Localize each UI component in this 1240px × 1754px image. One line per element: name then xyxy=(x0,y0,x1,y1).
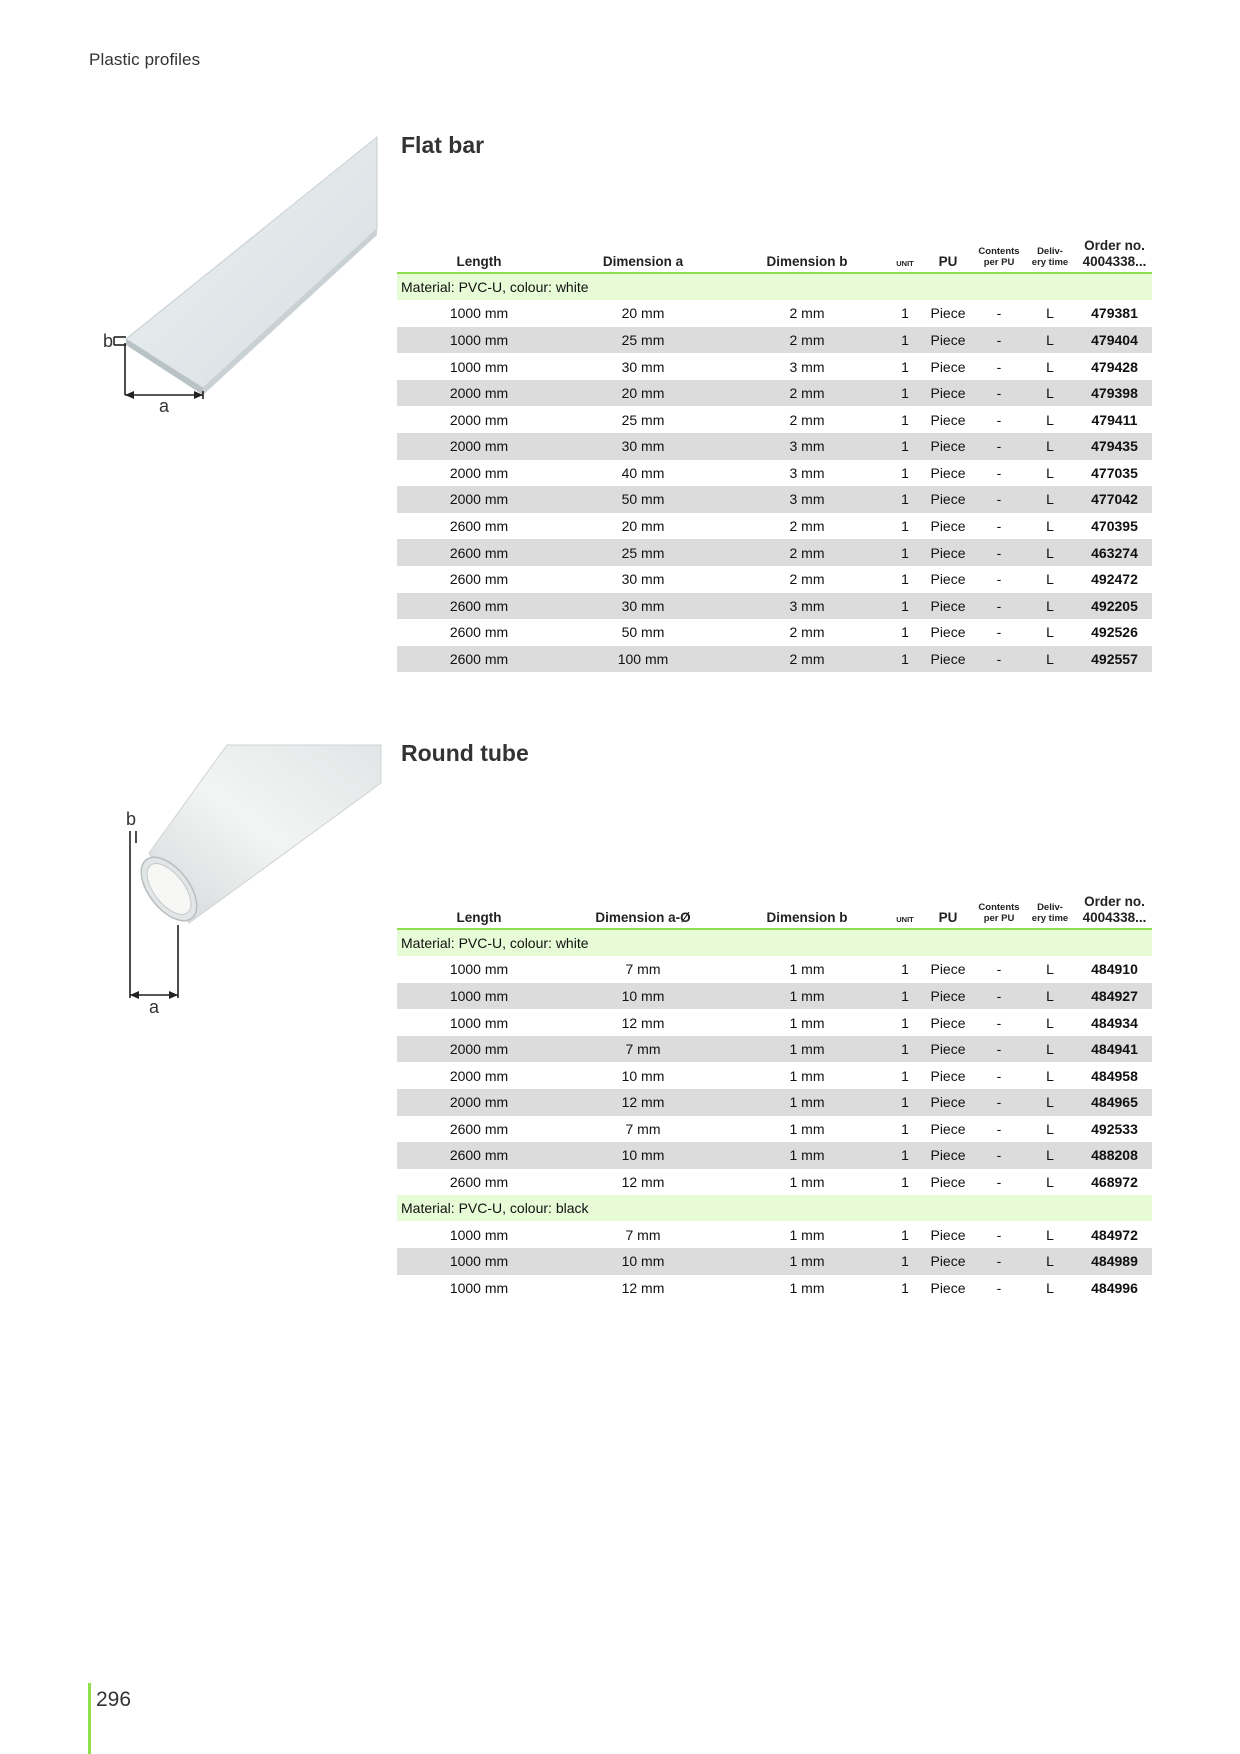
header-pu: PU xyxy=(921,238,975,273)
cell-pu: Piece xyxy=(930,1279,966,1296)
cell-delivery: L xyxy=(1046,464,1054,481)
header-unit: UNIT xyxy=(889,894,921,929)
cell-dim-b: 1 mm xyxy=(789,1120,825,1137)
cell-order: 484958 xyxy=(1091,1067,1138,1084)
cell-dim-a: 30 mm xyxy=(621,571,665,588)
header-order-line1: Order no. xyxy=(1084,238,1145,253)
cell-pu: Piece xyxy=(921,1089,975,1116)
cell-dim-a: 25 mm xyxy=(561,327,725,354)
cell-delivery: L xyxy=(1023,433,1077,460)
flat-bar-table xyxy=(397,238,1152,672)
cell-order: 492205 xyxy=(1077,593,1152,620)
cell-contents: - xyxy=(975,380,1023,407)
cell-contents: - xyxy=(975,486,1023,513)
cell-unit: 1 xyxy=(901,1014,909,1031)
cell-length: 2600 mm xyxy=(449,1120,509,1137)
cell-pu: Piece xyxy=(930,1067,966,1084)
table-row xyxy=(397,380,1152,407)
cell-dim-b: 1 mm xyxy=(725,1248,889,1275)
table-row xyxy=(397,1089,1152,1116)
cell-length: 2600 mm xyxy=(449,518,509,535)
cell-unit: 1 xyxy=(889,646,921,673)
header-contents-line2: per PU xyxy=(983,257,1015,269)
cell-unit: 1 xyxy=(889,486,921,513)
cell-dim-a: 7 mm xyxy=(561,1036,725,1063)
cell-order: 488208 xyxy=(1077,1142,1152,1169)
cell-delivery: L xyxy=(1023,983,1077,1010)
cell-dim-a: 40 mm xyxy=(621,464,665,481)
cell-contents: - xyxy=(975,983,1023,1010)
cell-dim-a: 7 mm xyxy=(625,1226,661,1243)
table-row xyxy=(397,956,1152,983)
cell-length: 2600 mm xyxy=(397,1142,561,1169)
cell-dim-b: 3 mm xyxy=(725,593,889,620)
cell-pu: Piece xyxy=(930,411,966,428)
running-head: Plastic profiles xyxy=(89,50,201,69)
cell-dim-b: 1 mm xyxy=(789,961,825,978)
header-contents-per-pu xyxy=(975,894,1023,929)
cell-dim-b: 1 mm xyxy=(789,1014,825,1031)
cell-length: 1000 mm xyxy=(449,1014,509,1031)
header-delivery-time xyxy=(1023,238,1077,273)
cell-dim-a: 30 mm xyxy=(561,593,725,620)
table-row xyxy=(397,486,1152,513)
cell-length: 2000 mm xyxy=(449,1067,509,1084)
cell-dim-b: 1 mm xyxy=(789,1226,825,1243)
cell-order: 492526 xyxy=(1091,624,1138,641)
cell-unit: 1 xyxy=(901,1174,909,1191)
cell-order: 479428 xyxy=(1091,358,1138,375)
cell-dim-b: 3 mm xyxy=(789,464,825,481)
round-tube-table xyxy=(397,894,1152,1301)
cell-length: 2000 mm xyxy=(397,380,561,407)
cell-unit: 1 xyxy=(901,411,909,428)
cell-contents: - xyxy=(996,305,1002,322)
cell-delivery: L xyxy=(1046,1279,1054,1296)
cell-dim-b: 3 mm xyxy=(789,358,825,375)
cell-order: 479411 xyxy=(1091,411,1138,428)
cell-pu: Piece xyxy=(930,1226,966,1243)
cell-delivery: L xyxy=(1046,358,1054,375)
cell-pu: Piece xyxy=(930,305,966,322)
cell-length: 1000 mm xyxy=(397,327,561,354)
cell-order: 484934 xyxy=(1091,1014,1138,1031)
cell-order: 477042 xyxy=(1077,486,1152,513)
round-tube-label-a: a xyxy=(149,997,160,1017)
cell-dim-a: 12 mm xyxy=(621,1174,665,1191)
table-row xyxy=(397,460,1152,487)
cell-delivery: L xyxy=(1046,1067,1054,1084)
cell-dim-b: 1 mm xyxy=(789,1067,825,1084)
cell-dim-a: 30 mm xyxy=(561,433,725,460)
cell-dim-b: 2 mm xyxy=(789,411,825,428)
table-row xyxy=(397,1036,1152,1063)
cell-pu: Piece xyxy=(921,327,975,354)
cell-contents: - xyxy=(975,593,1023,620)
cell-order: 484972 xyxy=(1091,1226,1138,1243)
table-row xyxy=(397,1142,1152,1169)
table-row xyxy=(397,1062,1152,1089)
cell-unit: 1 xyxy=(889,593,921,620)
round-tube-header-row xyxy=(397,894,1152,929)
cell-dim-a: 12 mm xyxy=(561,1089,725,1116)
cell-dim-a: 12 mm xyxy=(621,1279,665,1296)
cell-pu: Piece xyxy=(921,983,975,1010)
cell-dim-a: 10 mm xyxy=(561,1248,725,1275)
cell-length: 2600 mm xyxy=(449,624,509,641)
footer-accent-bar xyxy=(88,1683,91,1754)
cell-contents: - xyxy=(996,624,1002,641)
cell-contents: - xyxy=(996,1014,1002,1031)
header-delivery-line1: Deliv- xyxy=(1037,246,1063,258)
cell-contents: - xyxy=(975,1248,1023,1275)
cell-unit: 1 xyxy=(889,1089,921,1116)
cell-contents: - xyxy=(975,539,1023,566)
table-row xyxy=(397,1275,1152,1302)
cell-length: 1000 mm xyxy=(449,305,509,322)
cell-unit: 1 xyxy=(889,327,921,354)
cell-contents: - xyxy=(975,646,1023,673)
table-row xyxy=(397,593,1152,620)
cell-dim-b: 1 mm xyxy=(789,1279,825,1296)
cell-unit: 1 xyxy=(889,539,921,566)
cell-length: 2600 mm xyxy=(449,1174,509,1191)
cell-length: 2000 mm xyxy=(397,1089,561,1116)
cell-length: 1000 mm xyxy=(449,1279,509,1296)
flat-bar-label-b: b xyxy=(103,331,114,351)
cell-delivery: L xyxy=(1046,624,1054,641)
cell-dim-a: 12 mm xyxy=(621,1014,665,1031)
flat-bar-figure xyxy=(95,133,385,423)
cell-length: 2600 mm xyxy=(397,593,561,620)
cell-dim-a: 7 mm xyxy=(625,1120,661,1137)
cell-delivery: L xyxy=(1023,646,1077,673)
header-contents-line2: per PU xyxy=(983,913,1015,925)
table-row xyxy=(397,1009,1152,1036)
cell-dim-a: 50 mm xyxy=(561,486,725,513)
cell-delivery: L xyxy=(1023,1036,1077,1063)
table-row xyxy=(397,406,1152,433)
cell-order: 477035 xyxy=(1091,464,1138,481)
round-tube-figure xyxy=(115,743,390,1018)
cell-length: 1000 mm xyxy=(449,358,509,375)
material-label: Material: PVC-U, colour: black xyxy=(397,1195,1152,1221)
cell-delivery: L xyxy=(1046,305,1054,322)
cell-length: 2000 mm xyxy=(397,433,561,460)
cell-order: 463274 xyxy=(1077,539,1152,566)
cell-contents: - xyxy=(996,358,1002,375)
cell-dim-b: 2 mm xyxy=(789,305,825,322)
cell-unit: 1 xyxy=(901,961,909,978)
cell-length: 2600 mm xyxy=(397,539,561,566)
cell-delivery: L xyxy=(1023,486,1077,513)
cell-unit: 1 xyxy=(901,1226,909,1243)
cell-dim-a: 25 mm xyxy=(561,539,725,566)
cell-pu: Piece xyxy=(930,518,966,535)
cell-contents: - xyxy=(975,1089,1023,1116)
cell-pu: Piece xyxy=(921,646,975,673)
cell-dim-a: 10 mm xyxy=(561,1142,725,1169)
cell-length: 2000 mm xyxy=(397,486,561,513)
cell-unit: 1 xyxy=(889,380,921,407)
cell-length: 2000 mm xyxy=(397,1036,561,1063)
cell-pu: Piece xyxy=(930,961,966,978)
cell-pu: Piece xyxy=(921,539,975,566)
header-dimension-b: Dimension b xyxy=(725,238,889,273)
cell-delivery: L xyxy=(1023,593,1077,620)
cell-order: 470395 xyxy=(1091,518,1138,535)
cell-unit: 1 xyxy=(901,571,909,588)
header-order-line2: 4004338... xyxy=(1082,909,1147,925)
cell-delivery: L xyxy=(1023,1089,1077,1116)
header-contents-line1: Contents xyxy=(978,902,1020,914)
cell-order: 479398 xyxy=(1077,380,1152,407)
table-row xyxy=(397,566,1152,593)
cell-pu: Piece xyxy=(921,1248,975,1275)
page-number: 296 xyxy=(96,1688,132,1711)
cell-delivery: L xyxy=(1046,1226,1054,1243)
header-dimension-a-diameter: Dimension a-Ø xyxy=(561,894,725,929)
cell-contents: - xyxy=(975,1142,1023,1169)
cell-length: 2000 mm xyxy=(449,464,509,481)
header-delivery-line2: ery time xyxy=(1031,257,1069,269)
cell-dim-b: 2 mm xyxy=(789,624,825,641)
cell-order: 479404 xyxy=(1077,327,1152,354)
cell-delivery: L xyxy=(1046,1174,1054,1191)
header-dimension-b: Dimension b xyxy=(725,894,889,929)
material-row xyxy=(397,929,1152,956)
cell-pu: Piece xyxy=(921,593,975,620)
cell-dim-a: 20 mm xyxy=(561,380,725,407)
cell-pu: Piece xyxy=(930,358,966,375)
cell-unit: 1 xyxy=(889,433,921,460)
cell-dim-b: 1 mm xyxy=(725,983,889,1010)
cell-order: 492533 xyxy=(1091,1120,1138,1137)
cell-contents: - xyxy=(996,1226,1002,1243)
cell-unit: 1 xyxy=(901,1279,909,1296)
cell-pu: Piece xyxy=(921,1142,975,1169)
cell-pu: Piece xyxy=(930,1174,966,1191)
cell-length: 2000 mm xyxy=(449,411,509,428)
cell-length: 2600 mm xyxy=(449,571,509,588)
flat-bar-title: Flat bar xyxy=(401,132,485,158)
table-row xyxy=(397,1116,1152,1143)
cell-order: 484927 xyxy=(1077,983,1152,1010)
table-row xyxy=(397,353,1152,380)
cell-unit: 1 xyxy=(901,518,909,535)
cell-unit: 1 xyxy=(901,1067,909,1084)
cell-pu: Piece xyxy=(921,1036,975,1063)
table-row xyxy=(397,646,1152,673)
cell-order: 484996 xyxy=(1091,1279,1138,1296)
cell-delivery: L xyxy=(1046,961,1054,978)
cell-dim-a: 7 mm xyxy=(625,961,661,978)
header-length: Length xyxy=(397,894,561,929)
header-unit: UNIT xyxy=(889,238,921,273)
cell-unit: 1 xyxy=(889,1142,921,1169)
header-order-no xyxy=(1077,238,1152,273)
cell-pu: Piece xyxy=(930,571,966,588)
header-dimension-a: Dimension a xyxy=(561,238,725,273)
cell-unit: 1 xyxy=(901,305,909,322)
cell-dim-a: 20 mm xyxy=(621,305,665,322)
header-length: Length xyxy=(397,238,561,273)
cell-order: 484910 xyxy=(1091,961,1138,978)
cell-delivery: L xyxy=(1046,411,1054,428)
cell-contents: - xyxy=(996,464,1002,481)
cell-dim-b: 2 mm xyxy=(789,571,825,588)
round-tube-title: Round tube xyxy=(401,740,529,766)
table-row xyxy=(397,1248,1152,1275)
cell-unit: 1 xyxy=(901,624,909,641)
cell-contents: - xyxy=(975,1036,1023,1063)
cell-unit: 1 xyxy=(889,1036,921,1063)
round-tube-label-b: b xyxy=(126,809,137,829)
cell-length: 1000 mm xyxy=(449,961,509,978)
cell-order: 479435 xyxy=(1077,433,1152,460)
header-delivery-time xyxy=(1023,894,1077,929)
cell-order: 484965 xyxy=(1077,1089,1152,1116)
cell-dim-b: 3 mm xyxy=(725,486,889,513)
cell-dim-b: 1 mm xyxy=(725,1089,889,1116)
cell-pu: Piece xyxy=(921,380,975,407)
cell-unit: 1 xyxy=(889,983,921,1010)
cell-contents: - xyxy=(996,961,1002,978)
cell-order: 479381 xyxy=(1091,305,1138,322)
cell-delivery: L xyxy=(1046,571,1054,588)
material-label: Material: PVC-U, colour: white xyxy=(397,273,1152,300)
material-row xyxy=(397,1195,1152,1221)
cell-order: 492472 xyxy=(1091,571,1138,588)
cell-unit: 1 xyxy=(889,1248,921,1275)
cell-unit: 1 xyxy=(901,1120,909,1137)
header-delivery-line1: Deliv- xyxy=(1037,902,1063,914)
cell-dim-b: 1 mm xyxy=(725,1142,889,1169)
cell-contents: - xyxy=(996,571,1002,588)
cell-contents: - xyxy=(996,1067,1002,1084)
cell-order: 468972 xyxy=(1091,1174,1138,1191)
cell-pu: Piece xyxy=(930,1120,966,1137)
cell-dim-a: 25 mm xyxy=(621,411,665,428)
header-pu: PU xyxy=(921,894,975,929)
cell-unit: 1 xyxy=(901,358,909,375)
cell-delivery: L xyxy=(1023,327,1077,354)
material-label: Material: PVC-U, colour: white xyxy=(397,929,1152,956)
material-row xyxy=(397,273,1152,300)
cell-dim-a: 10 mm xyxy=(561,983,725,1010)
cell-contents: - xyxy=(996,411,1002,428)
table-row xyxy=(397,300,1152,327)
cell-delivery: L xyxy=(1046,1014,1054,1031)
cell-dim-b: 2 mm xyxy=(725,327,889,354)
table-row xyxy=(397,983,1152,1010)
table-row xyxy=(397,619,1152,646)
cell-contents: - xyxy=(975,433,1023,460)
table-row xyxy=(397,433,1152,460)
cell-delivery: L xyxy=(1023,539,1077,566)
cell-dim-b: 2 mm xyxy=(725,380,889,407)
flat-bar-label-a: a xyxy=(159,396,170,416)
cell-pu: Piece xyxy=(921,486,975,513)
cell-delivery: L xyxy=(1023,1248,1077,1275)
header-contents-per-pu xyxy=(975,238,1023,273)
cell-contents: - xyxy=(975,327,1023,354)
cell-dim-a: 50 mm xyxy=(621,624,665,641)
cell-dim-a: 10 mm xyxy=(621,1067,665,1084)
table-row xyxy=(397,513,1152,540)
cell-order: 484941 xyxy=(1077,1036,1152,1063)
header-delivery-line2: ery time xyxy=(1031,913,1069,925)
cell-dim-b: 2 mm xyxy=(725,646,889,673)
cell-contents: - xyxy=(996,518,1002,535)
cell-pu: Piece xyxy=(921,433,975,460)
header-order-line2: 4004338... xyxy=(1082,253,1147,269)
cell-pu: Piece xyxy=(930,464,966,481)
cell-delivery: L xyxy=(1046,518,1054,535)
cell-length: 1000 mm xyxy=(397,983,561,1010)
table-row xyxy=(397,1221,1152,1248)
cell-delivery: L xyxy=(1023,380,1077,407)
header-order-no xyxy=(1077,894,1152,929)
header-contents-line1: Contents xyxy=(978,246,1020,258)
cell-contents: - xyxy=(996,1279,1002,1296)
cell-dim-b: 2 mm xyxy=(789,518,825,535)
cell-length: 1000 mm xyxy=(449,1226,509,1243)
table-row xyxy=(397,1169,1152,1196)
table-row xyxy=(397,327,1152,354)
cell-delivery: L xyxy=(1046,1120,1054,1137)
cell-dim-b: 3 mm xyxy=(725,433,889,460)
cell-contents: - xyxy=(996,1120,1002,1137)
cell-dim-b: 1 mm xyxy=(725,1036,889,1063)
cell-pu: Piece xyxy=(930,624,966,641)
cell-dim-a: 20 mm xyxy=(621,518,665,535)
header-order-line1: Order no. xyxy=(1084,894,1145,909)
cell-length: 2600 mm xyxy=(397,646,561,673)
table-row xyxy=(397,539,1152,566)
cell-order: 492557 xyxy=(1077,646,1152,673)
cell-dim-a: 100 mm xyxy=(561,646,725,673)
cell-length: 1000 mm xyxy=(397,1248,561,1275)
cell-dim-b: 1 mm xyxy=(789,1174,825,1191)
cell-dim-a: 30 mm xyxy=(621,358,665,375)
cell-pu: Piece xyxy=(930,1014,966,1031)
cell-delivery: L xyxy=(1023,1142,1077,1169)
cell-dim-b: 2 mm xyxy=(725,539,889,566)
flat-bar-header-row xyxy=(397,238,1152,273)
cell-order: 484989 xyxy=(1077,1248,1152,1275)
cell-unit: 1 xyxy=(901,464,909,481)
cell-contents: - xyxy=(996,1174,1002,1191)
